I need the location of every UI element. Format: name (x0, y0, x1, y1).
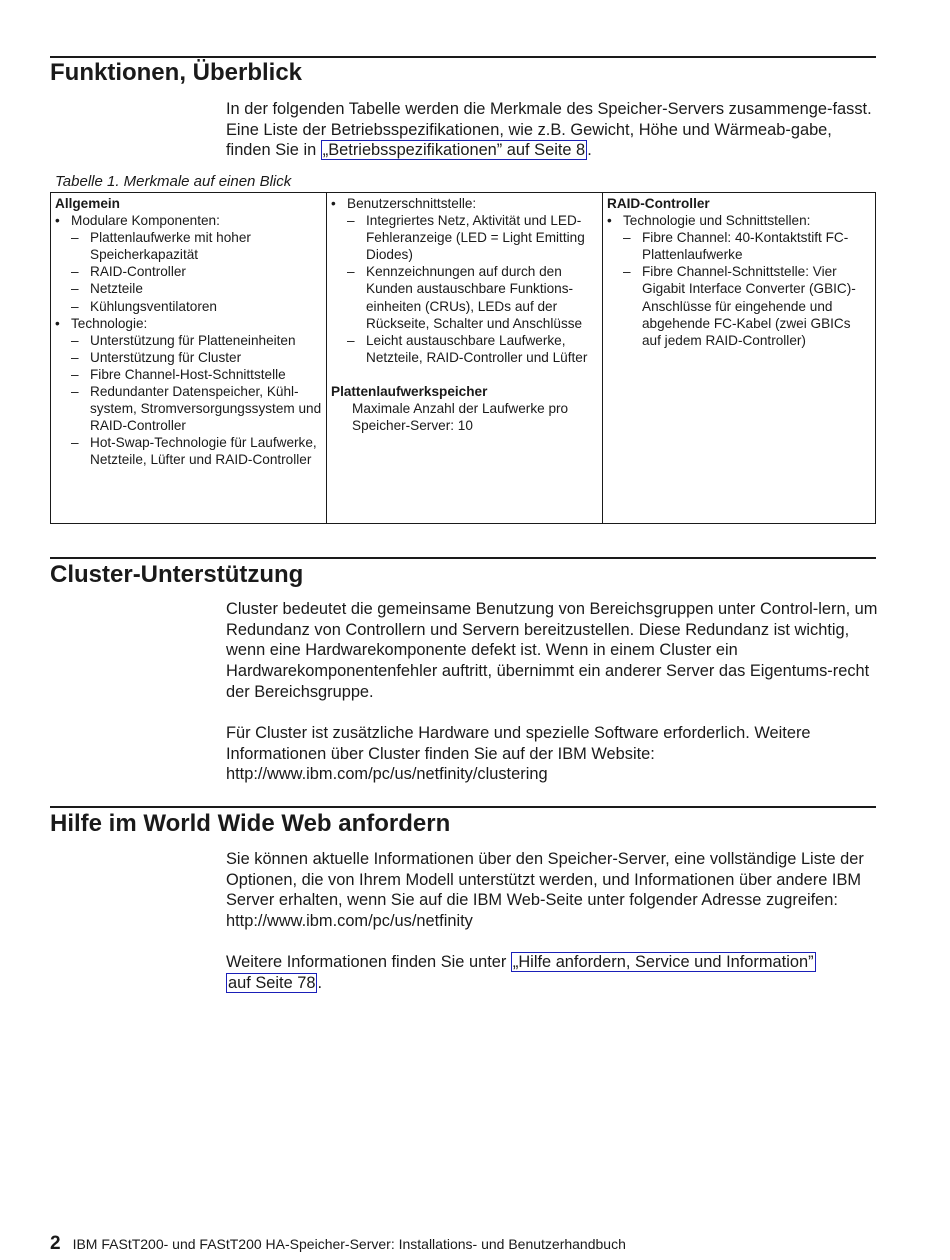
page-footer (50, 1233, 626, 1255)
section-rule (50, 806, 876, 808)
section-rule (50, 56, 876, 58)
column-heading: RAID-Controller (607, 196, 710, 211)
list-item: – Integriertes Netz, Aktivität und LED-Fehleranzeige (LED = Light Emitting Diodes) (331, 212, 598, 263)
web-paragraph-2: Weitere Informationen finden Sie unter „Hilfe anfordern, Service und Information” auf Seite 78 . (226, 953, 814, 992)
table-column-raid-controller (602, 193, 875, 523)
cluster-paragraph-2: Für Cluster ist zusätzliche Hardware und spezielle Software erforderlich. Weitere Informationen über Cluster finden Sie auf der IBM Website: http://www.ibm.com/pc/us/netfinity/clustering (226, 724, 811, 784)
link-betriebsspezifikationen[interactable]: „Betriebsspezifikationen” auf Seite 8 (322, 141, 586, 160)
list-item: • Technologie und Schnittstellen: (607, 212, 871, 229)
link-seite-78[interactable]: auf Seite 78 (228, 973, 316, 992)
section-title-cluster: Cluster-Unterstützung (50, 561, 304, 588)
section-rule (50, 557, 876, 559)
list-item: – Fibre Channel-Schnittstelle: Vier Gigabit Interface Converter (GBIC)-Anschlüsse für eingehende und abgehende FC-Kabel (zwei GBICs auf jedem RAID-Controller) (607, 263, 871, 348)
list-item: – Netzteile (55, 280, 322, 297)
column-heading: Plattenlaufwerkspeicher (331, 383, 488, 399)
list-item: – Unterstützung für Cluster (55, 349, 322, 366)
list-item: – Hot-Swap-Technologie für Laufwerke, Netzteile, Lüfter und RAID-Controller (55, 434, 322, 468)
table-column-allgemein (51, 193, 326, 523)
section-title-funktionen: Funktionen, Überblick (50, 59, 303, 86)
page-number: 2 (50, 1233, 61, 1254)
features-table (50, 192, 876, 524)
list-item: • Benutzerschnittstelle: (331, 195, 598, 212)
list-item: • Modulare Komponenten: (55, 212, 322, 229)
list-item: – Fibre Channel: 40-Kontaktstift FC-Plattenlaufwerke (607, 229, 871, 263)
list-item: – Kennzeichnungen auf durch den Kunden austauschbare Funktions-einheiten (CRUs), LEDs auf der Rückseite, Schalter und Anschlüsse (331, 263, 598, 331)
section-title-hilfe: Hilfe im World Wide Web anfordern (50, 810, 451, 837)
intro-paragraph: In der folgenden Tabelle werden die Merkmale des Speicher-Servers zusammenge-fasst. Eine Liste der Betriebsspezifikationen, wie z.B. Gewicht, Höhe und Wärmeab-gabe, finden Sie in „Betriebsspezifikationen” auf Seite 8 . (226, 100, 872, 160)
list-item: – Unterstützung für Platteneinheiten (55, 332, 322, 349)
link-hilfe-anfordern[interactable]: „Hilfe anfordern, Service und Information” (512, 953, 814, 971)
list-item: – Redundanter Datenspeicher, Kühl-system, Stromversorgungssystem und RAID-Controller (55, 383, 322, 434)
web-paragraph: Sie können aktuelle Informationen über den Speicher-Server, eine vollständige Liste der Optionen, die von Ihrem Modell unterstützt werden, und Informationen über andere IBM Server erhalten, wenn Sie auf die IBM Web-Seite unter folgender Adresse zugreifen: http://www.ibm.com/pc/us/netfinity (226, 850, 864, 931)
column-heading: Allgemein (55, 196, 120, 211)
list-item: – RAID-Controller (55, 263, 322, 280)
list-item: • Technologie: (55, 315, 322, 332)
table-caption: Tabelle 1. Merkmale auf einen Blick (55, 173, 292, 190)
list-item: – Leicht austauschbare Laufwerke, Netzteile, RAID-Controller und Lüfter (331, 332, 598, 366)
column-text: Maximale Anzahl der Laufwerke pro Speicher-Server: 10 (352, 401, 569, 434)
list-item: – Kühlungsventilatoren (55, 298, 322, 315)
table-column-benutzerschnittstelle (326, 193, 602, 523)
footer-text: IBM FAStT200- und FAStT200 HA-Speicher-Server: Installations- und Benutzerhandbuch (72, 1236, 626, 1252)
cluster-paragraph: Cluster bedeutet die gemeinsame Benutzung von Bereichsgruppen unter Control-lern, um Redundanz von Controllern und Servern bereitzustellen. Diese Redundanz ist wichtig, wenn eine Hardwarekomponente defekt ist. Wenn in einem Cluster ein Hardwarekomponentenfehler auftritt, übernimmt ein anderer Server das Eigentums-recht der Bereichsgruppe. (226, 600, 878, 701)
list-item: – Plattenlaufwerke mit hoher Speicherkapazität (55, 229, 322, 263)
list-item: – Fibre Channel-Host-Schnittstelle (55, 366, 322, 383)
